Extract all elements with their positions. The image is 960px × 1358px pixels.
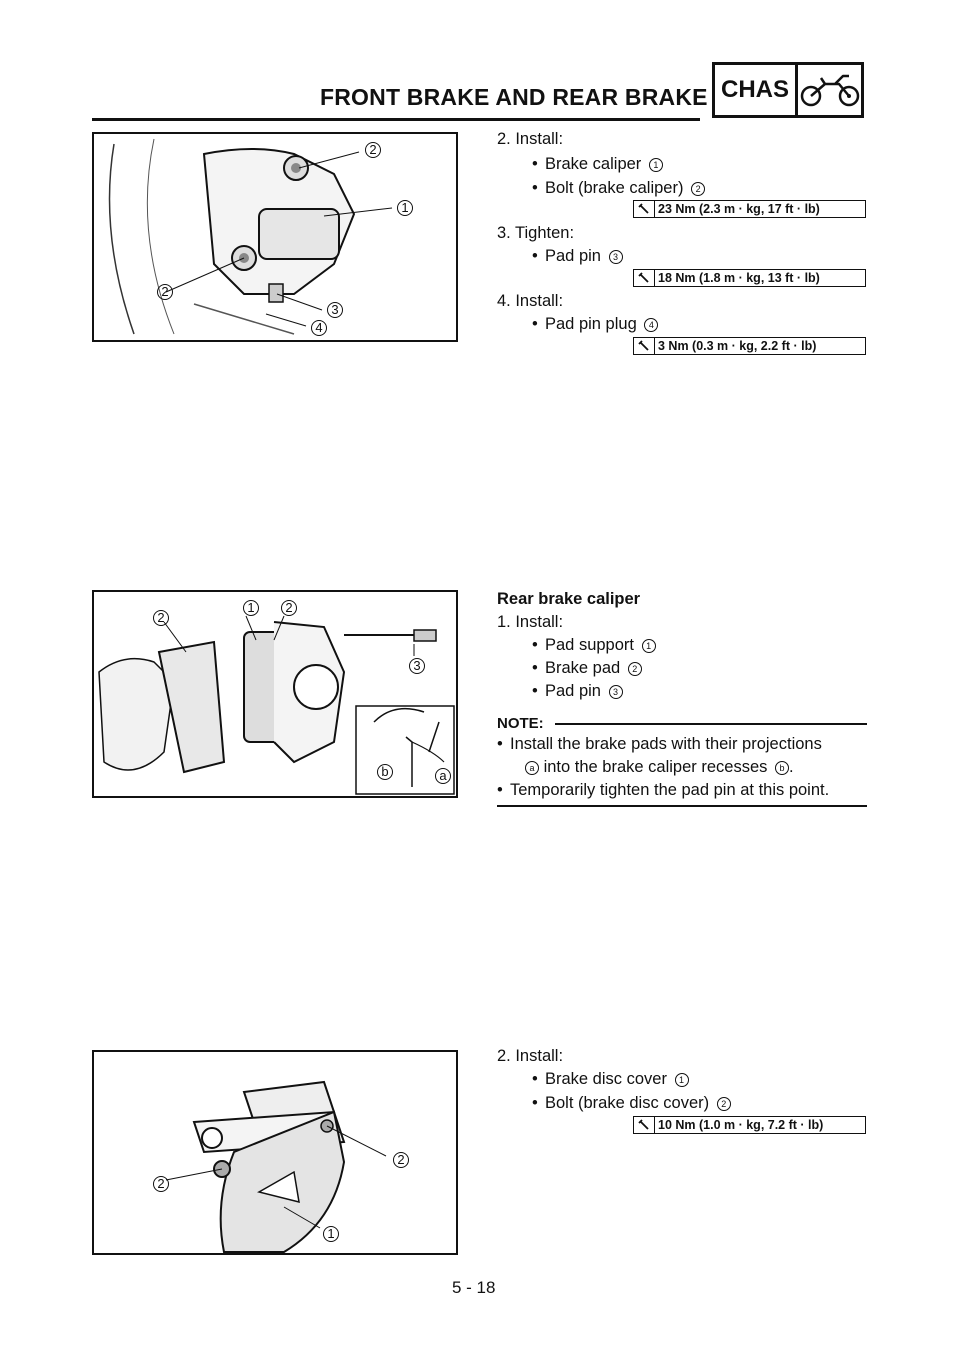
list-item: • Pad pin plug 4 bbox=[545, 313, 658, 336]
step-3-label: 3. Tighten: bbox=[497, 224, 575, 242]
step-1-label: 1. Install: bbox=[497, 613, 564, 631]
page-number: 5 - 18 bbox=[452, 1278, 496, 1297]
header-rule bbox=[92, 118, 700, 121]
callout-1: 1 bbox=[323, 1226, 339, 1242]
note-top-rule bbox=[555, 723, 867, 725]
callout-2: 2 bbox=[365, 142, 381, 158]
list-item: • Brake caliper 1 bbox=[545, 153, 663, 176]
list-item: • Brake pad 2 bbox=[545, 657, 642, 680]
list-item: • Bolt (brake disc cover) 2 bbox=[545, 1092, 731, 1115]
callout-3: 3 bbox=[327, 302, 343, 318]
list-item: • Pad support 1 bbox=[545, 634, 656, 657]
torque-spec: 10 Nm (1.0 m · kg, 7.2 ft · lb) bbox=[633, 1116, 866, 1134]
note-bottom-rule bbox=[497, 805, 867, 807]
figure-rear-caliper bbox=[92, 590, 458, 798]
callout-a: a bbox=[435, 768, 451, 784]
callout-4: 4 bbox=[311, 320, 327, 336]
section-heading: Rear brake caliper bbox=[497, 590, 641, 608]
torque-spec: 23 Nm (2.3 m · kg, 17 ft · lb) bbox=[633, 200, 866, 218]
list-item: • Brake disc cover 1 bbox=[545, 1068, 689, 1091]
note-item-continued: a into the brake caliper recesses b . bbox=[522, 756, 794, 779]
note-item: • Temporarily tighten the pad pin at this point. bbox=[510, 779, 829, 802]
note-label: NOTE: bbox=[497, 715, 544, 732]
callout-3: 3 bbox=[409, 658, 425, 674]
step-2-label: 2. Install: bbox=[497, 1047, 564, 1065]
callout-2b: 2 bbox=[157, 284, 173, 300]
list-item: • Pad pin 3 bbox=[545, 245, 623, 268]
callout-1: 1 bbox=[243, 600, 259, 616]
callout-2b: 2 bbox=[281, 600, 297, 616]
section-badge bbox=[712, 62, 864, 118]
step-2-label: 2. Install: bbox=[497, 130, 564, 148]
callout-2b: 2 bbox=[153, 1176, 169, 1192]
callout-1: 1 bbox=[397, 200, 413, 216]
badge-label: CHAS bbox=[715, 65, 798, 115]
figure-front-caliper bbox=[92, 132, 458, 342]
wrench-icon bbox=[634, 201, 655, 217]
torque-spec: 18 Nm (1.8 m · kg, 13 ft · lb) bbox=[633, 269, 866, 287]
note-item: • Install the brake pads with their projections bbox=[510, 733, 822, 756]
list-item: • Pad pin 3 bbox=[545, 680, 623, 703]
wrench-icon bbox=[634, 270, 655, 286]
figure-disc-cover bbox=[92, 1050, 458, 1255]
wrench-icon bbox=[634, 1117, 655, 1133]
list-item: • Bolt (brake caliper) 2 bbox=[545, 177, 705, 200]
motorcycle-icon bbox=[798, 65, 861, 115]
callout-2: 2 bbox=[153, 610, 169, 626]
callout-2: 2 bbox=[393, 1152, 409, 1168]
step-4-label: 4. Install: bbox=[497, 292, 564, 310]
torque-spec: 3 Nm (0.3 m · kg, 2.2 ft · lb) bbox=[633, 337, 866, 355]
wrench-icon bbox=[634, 338, 655, 354]
page-title: FRONT BRAKE AND REAR BRAKE bbox=[320, 84, 708, 110]
callout-b: b bbox=[377, 764, 393, 780]
